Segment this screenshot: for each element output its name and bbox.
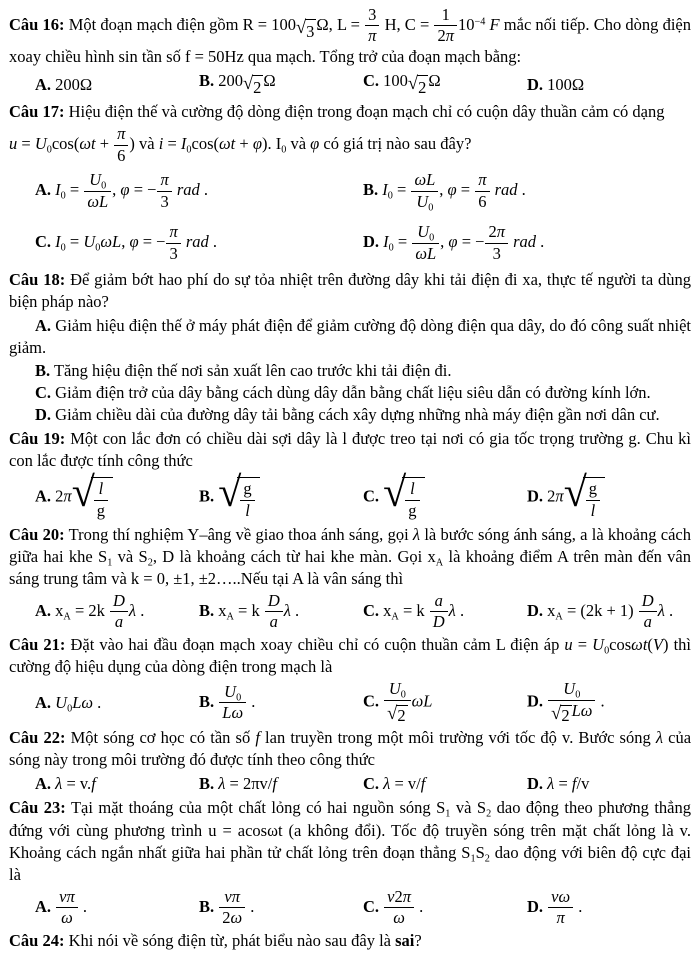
- math-variable: ω: [393, 908, 405, 928]
- question-statement: Câu 24: Khi nói về sóng điện từ, phát biểu nào sau đây là sai?: [9, 930, 422, 950]
- answer-option-c: C. λ = v/f: [363, 774, 426, 794]
- question-label: Câu 17:: [9, 102, 65, 122]
- answer-letter: C.: [363, 691, 380, 711]
- math-variable: λ: [128, 600, 137, 620]
- answer-letter: B.: [199, 774, 215, 794]
- question-16: [9, 6, 691, 99]
- math-fraction: [547, 888, 574, 928]
- answer-options: [9, 680, 691, 725]
- math-sqrt: [71, 470, 113, 522]
- math-fraction: [410, 170, 439, 214]
- question-19: [9, 428, 691, 522]
- math-sqrt: √ 2: [387, 702, 406, 725]
- answer-letter: C.: [363, 71, 380, 91]
- radical-icon: √: [218, 470, 242, 517]
- answer-letter: B.: [363, 179, 379, 199]
- question-formula-line: $u = U_0\cos(\omega t$ + $\frac{\pi}{6}$ ) và $i = I_0\cos(\omega t + \varphi)$. $I_0$ và φ có giá trị nào sau đây?: [9, 124, 472, 165]
- math-variable: λ: [657, 600, 665, 620]
- math-subscripted: $U_0$: [388, 679, 406, 701]
- math-variable: λ: [412, 524, 421, 544]
- answer-letter: D.: [527, 774, 544, 794]
- math-variable: π: [555, 486, 564, 506]
- math-variable: f: [91, 774, 96, 794]
- question-statement: Câu 16: Một đoạn mạch điện gồm R = 100 √ 3 Ω, L = $\frac{3}{\pi}$ H, C = $\frac{1}{2\pi}$ $10^{-4}$ F mắc nối tiếp. Cho dòng điện xoay chiều hình sin tần số f = 50Hz qua mạch. Tổng trở của đoạn mạch bằng:: [9, 5, 691, 66]
- answer-letter: A.: [35, 179, 52, 199]
- math-subscripted: $U_0$: [563, 679, 581, 701]
- math-subscripted: $I_0$: [55, 231, 66, 254]
- math-variable: λ: [383, 774, 391, 794]
- math-variable: ωL: [411, 691, 433, 711]
- question-23: [9, 797, 691, 927]
- math-variable: vω: [551, 886, 571, 906]
- answer-option-c: C. Giảm điện trở của dây bằng cách dùng dây dẫn bằng chất liệu siêu dẫn có đường kính lớn.: [35, 382, 651, 402]
- math-variable: a: [643, 612, 652, 632]
- math-variable: λ: [218, 774, 226, 794]
- answer-letter: D.: [527, 600, 544, 620]
- answer-option-c: [363, 680, 527, 725]
- math-subscripted: $S_1$: [98, 546, 113, 569]
- math-variable: D: [113, 590, 125, 610]
- math-fraction: $\frac{\pi}{6}$: [474, 171, 490, 211]
- math-variable: ω: [230, 908, 243, 928]
- radical-icon: √: [71, 470, 95, 517]
- math-variable: π: [160, 170, 169, 190]
- question-label: Câu 19:: [9, 428, 66, 448]
- math-fraction: [383, 680, 411, 725]
- answer-options: [9, 888, 691, 928]
- math-variable: D: [432, 612, 445, 632]
- math-variable: l: [98, 479, 104, 499]
- math-variable: f: [255, 728, 260, 748]
- question-statement: Câu 23: Tại mặt thoáng của một chất lỏng có hai nguồn sóng $S_1$ và $S_2$ dao động theo phương thẳng đứng với cùng phương trình u = acosωt (a không đổi). Tốc độ truyền sóng trên mặt chất lỏng là v. Khoảng cách ngắn nhất giữa hai phần tử chất lỏng trên đoạn thẳng $S_1S_2$ dao động với biên độ cực đại là: [9, 798, 692, 884]
- math-subscripted: $U_0$: [592, 634, 610, 657]
- math-variable: ωt: [79, 134, 96, 154]
- answer-letter: D.: [527, 486, 544, 506]
- answer-letter: D.: [527, 896, 544, 916]
- math-fraction: $\frac{\pi}{3}$: [156, 171, 172, 211]
- math-variable: l: [590, 500, 596, 520]
- answer-options: [9, 315, 691, 426]
- math-variable: l: [410, 479, 415, 499]
- radical-icon: √: [243, 73, 254, 94]
- answer-option-c: C. 100 √ 2 Ω: [363, 70, 527, 99]
- answer-option-a: A. $x_A = 2k$ $\frac{D}{a}$ λ .: [35, 590, 145, 632]
- answer-letter: B.: [199, 486, 215, 506]
- math-subscripted: $I_0$: [55, 179, 66, 202]
- math-variable: φ: [129, 231, 139, 251]
- answer-options: [9, 171, 691, 263]
- answer-option-d: D. $x_A = (2k + 1)$ $\frac{D}{a}$ λ .: [527, 590, 674, 632]
- math-variable: λ: [55, 774, 63, 794]
- answer-option-d: D. 100Ω: [527, 74, 585, 94]
- question-statement: Câu 17: Hiệu điện thế và cường độ dòng điện trong đoạn mạch chỉ có cuộn dây thuần cảm có dạng: [9, 102, 665, 122]
- radical-icon: √: [407, 73, 419, 94]
- math-subscripted: $U_0$: [83, 231, 101, 254]
- math-sqrt: √ 2: [551, 702, 570, 725]
- question-20: [9, 524, 691, 632]
- question-label: Câu 21:: [9, 634, 66, 654]
- math-fraction: $\frac{2\pi}{3}$: [484, 223, 509, 263]
- radical-icon: √: [387, 702, 398, 723]
- answer-letter: A.: [35, 486, 52, 506]
- math-variable: π: [556, 908, 565, 928]
- answer-letter: C.: [363, 486, 380, 506]
- math-variable: φ: [120, 179, 130, 199]
- question-label: Câu 16:: [9, 14, 65, 34]
- radical-icon: √: [563, 470, 587, 517]
- math-variable: Lω: [72, 692, 94, 712]
- answer-letter: C.: [35, 382, 52, 402]
- math-fraction: [429, 592, 449, 632]
- math-subscripted: $x_A$: [383, 600, 399, 623]
- question-statement: Câu 20: Trong thí nghiệm Y–âng về giao thoa ánh sáng, gọi λ là bước sóng ánh sáng, a là khoảng cách giữa hai khe $S_1$ và $S_2$, D là khoảng cách từ hai khe màn. Gọi $x_A$ là khoảng điểm A trên màn đến vân sáng trung tâm và k = 0, ±1, ±2…..Nếu tại A là vân sáng thì: [9, 524, 691, 588]
- math-subscripted: $x_A$: [218, 600, 234, 623]
- math-fraction: [218, 683, 247, 723]
- answer-letter: A.: [35, 316, 52, 336]
- math-variable: i: [158, 134, 164, 154]
- answer-letter: B.: [199, 896, 215, 916]
- math-variable: D: [267, 590, 280, 610]
- math-variable: λ: [283, 600, 291, 620]
- math-subscripted: $x_A$: [547, 600, 563, 623]
- math-subscripted: $U_0$: [416, 191, 434, 214]
- answer-option-d: D. $I_0$ = $\frac{U_0}{\omega L}$ , φ = − $\frac{2\pi}{3}$ rad .: [363, 222, 545, 263]
- math-variable: ωL: [100, 231, 122, 251]
- answer-options: [9, 773, 691, 795]
- math-variable: rad: [181, 231, 209, 251]
- math-variable: ω: [61, 908, 73, 928]
- math-variable: π: [402, 886, 412, 906]
- math-variable: f: [272, 774, 277, 794]
- math-fraction: [264, 592, 284, 632]
- answer-option-b: B. $x_A = k$ $\frac{D}{a}$ λ .: [199, 590, 300, 632]
- answer-option-a: A. λ = v.f: [35, 774, 96, 794]
- radical-icon: √: [551, 702, 562, 723]
- answer-options: [9, 470, 691, 522]
- math-sqrt: [563, 470, 605, 522]
- math-fraction: $\frac{v2\pi}{\omega}$: [383, 888, 415, 928]
- question-17: [9, 101, 691, 263]
- math-variable: a: [434, 590, 443, 610]
- math-variable: π: [117, 124, 126, 144]
- math-sqrt: √ 3: [296, 18, 316, 43]
- math-subscripted: $S_2$: [475, 842, 490, 865]
- math-variable: l: [245, 500, 250, 520]
- math-fraction: [109, 592, 129, 632]
- math-variable: rad: [490, 179, 518, 199]
- answer-option-c: [363, 470, 527, 522]
- math-variable: ωL: [414, 170, 436, 190]
- math-subscripted: $x_A$: [55, 600, 71, 623]
- math-variable: D: [641, 590, 654, 610]
- math-variable: rad: [172, 179, 200, 199]
- math-fraction: $\frac{\pi}{6}$: [113, 125, 129, 165]
- question-label: Câu 20:: [9, 524, 65, 544]
- math-variable: ωL: [415, 243, 437, 263]
- math-variable: a: [269, 612, 278, 632]
- math-variable: π: [169, 222, 178, 242]
- answer-option-b: B. λ = 2πv/f: [199, 774, 277, 794]
- math-variable: ωt: [219, 134, 236, 154]
- question-statement: Câu 21: Đặt vào hai đầu đoạn mạch xoay chiều chỉ có cuộn thuần cảm L điện áp $u = U_0\cos\omega t(V)$ thì cường độ hiệu dụng của dòng điện trong mạch là: [9, 634, 691, 677]
- math-subscripted: $U_0$: [224, 681, 242, 704]
- math-variable: v: [387, 886, 395, 906]
- math-fraction: [83, 171, 112, 211]
- math-variable: φ: [310, 134, 320, 154]
- math-variable: u: [564, 634, 573, 654]
- answer-letter: B.: [35, 360, 51, 380]
- math-variable: φ: [252, 134, 262, 154]
- math-sqrt: [218, 470, 259, 522]
- math-fraction: $\frac{g}{l}$: [585, 480, 601, 520]
- answer-letter: C.: [363, 896, 380, 916]
- math-fraction: $\frac{3}{\pi}$: [364, 6, 380, 46]
- answer-option-b: B. $I_0$ = $\frac{\omega L}{U_0}$ , φ = $\frac{\pi}{6}$ rad .: [363, 170, 526, 214]
- answer-letter: C.: [363, 774, 380, 794]
- answer-letter: B.: [199, 600, 215, 620]
- question-label: Câu 23:: [9, 798, 66, 818]
- answer-option-d: D. $\frac{v\omega}{\pi}$ .: [527, 886, 583, 928]
- math-subscripted: $I_0$: [180, 134, 192, 156]
- answer-option-d: D. 2π √ $\frac{g}{l}$: [527, 474, 691, 522]
- answer-option-c: C. $\frac{v2\pi}{\omega}$ .: [363, 886, 424, 928]
- math-sqrt: √ 2: [408, 74, 428, 99]
- math-subscripted: $x_A$: [427, 546, 444, 569]
- math-subscripted: $S_2$: [476, 798, 492, 820]
- math-variable: π: [445, 26, 454, 46]
- answer-letter: C.: [35, 231, 52, 251]
- answer-letter: B.: [199, 691, 215, 711]
- math-variable: λ: [547, 774, 555, 794]
- math-variable: vπ: [224, 886, 241, 906]
- answer-option-b: B. Tăng hiệu điện thế nơi sản xuất lên cao trước khi tải điện đi.: [35, 360, 452, 380]
- math-subscripted: $U_0$: [55, 692, 73, 715]
- math-variable: vπ: [59, 886, 75, 906]
- math-variable: ωt: [631, 634, 648, 654]
- radical-icon: √: [296, 16, 307, 37]
- answer-option-a: A. 200Ω: [35, 74, 93, 94]
- answer-options: [9, 70, 691, 99]
- answer-option-a: A. $I_0$ = $\frac{U_0}{\omega L}$ , φ = − $\frac{\pi}{3}$ rad .: [35, 170, 209, 211]
- math-subscripted: $I_0$: [275, 134, 287, 156]
- math-variable: a: [114, 612, 124, 632]
- answer-letter: A.: [35, 692, 52, 712]
- math-variable: λ: [655, 728, 663, 748]
- math-variable: π: [63, 486, 72, 506]
- math-variable: Lω: [571, 700, 593, 720]
- answer-option-b: [199, 470, 363, 522]
- math-variable: φ: [448, 231, 458, 251]
- answer-letter: A.: [35, 774, 52, 794]
- math-variable: f: [571, 774, 577, 794]
- question-statement: Câu 18: Để giảm bớt hao phí do sự tỏa nhiệt trên đường dây khi tải điện đi xa, thực tế người ta dùng biện pháp nào?: [9, 270, 692, 312]
- math-variable: π: [496, 222, 505, 242]
- math-variable: f: [420, 774, 426, 794]
- question-22: [9, 727, 691, 795]
- answer-letter: C.: [363, 600, 380, 620]
- answer-letter: D.: [527, 74, 544, 94]
- math-fraction: $\frac{l}{g}$: [404, 480, 420, 520]
- answer-option-b: B. $\frac{U_0}{L\omega}$ .: [199, 681, 256, 723]
- answer-option-b: B. 200 √ 2 Ω: [199, 70, 363, 99]
- math-fraction: [547, 680, 596, 725]
- math-subscripted: $S_1$: [436, 798, 451, 820]
- math-fraction: [638, 592, 658, 632]
- question-21: [9, 634, 691, 725]
- math-subscripted: $I_0$: [382, 179, 393, 202]
- question-24: [9, 930, 691, 952]
- math-variable: rad: [508, 231, 537, 251]
- answer-option-a: A. 2π √ $\frac{l}{g}$: [35, 474, 199, 522]
- math-subscripted: $I_0$: [383, 231, 394, 254]
- math-subscripted: $U_0$: [89, 170, 107, 192]
- answer-option-a: A. $\frac{v\pi}{\omega}$ .: [35, 886, 88, 928]
- math-sqrt: [383, 470, 424, 522]
- math-variable: F: [485, 14, 500, 34]
- radical-icon: √: [383, 470, 407, 517]
- math-fraction: $\frac{1}{2\pi}$: [433, 6, 458, 46]
- question-label: Câu 22:: [9, 728, 66, 748]
- math-variable: φ: [447, 179, 457, 199]
- answer-option-d: D. $U_0$ √ 2 Lω .: [527, 679, 605, 725]
- math-subscripted: $S_2$: [138, 546, 153, 569]
- math-fraction: $\frac{l}{g}$: [93, 480, 109, 520]
- math-sqrt: √ 2: [243, 74, 263, 99]
- math-subscripted: $U_0$: [34, 134, 52, 156]
- math-variable: λ: [448, 600, 456, 620]
- question-statement: Câu 22: Một sóng cơ học có tần số f lan truyền trong một môi trường với tốc độ v. Bước sóng λ của sóng này trong môi trường đó được tính theo công thức: [9, 728, 692, 770]
- question-18: [9, 269, 691, 426]
- bold-text: sai: [395, 930, 415, 950]
- answer-letter: A.: [35, 896, 52, 916]
- answer-options: [9, 592, 691, 632]
- math-variable: π: [478, 170, 487, 190]
- math-variable: V: [652, 634, 663, 654]
- math-fraction: $\frac{g}{l}$: [239, 480, 255, 520]
- math-variable: π: [368, 26, 377, 46]
- math-power: $10^{-4}$: [457, 14, 486, 34]
- answer-option-d: D. λ = f/v: [527, 774, 590, 794]
- math-fraction: [55, 888, 79, 928]
- math-variable: ωL: [87, 191, 109, 211]
- math-variable: u: [9, 134, 18, 154]
- question-label: Câu 18:: [9, 270, 66, 290]
- answer-letter: A.: [35, 600, 52, 620]
- answer-option-a: A. Giảm hiệu điện thế ở máy phát điện để giảm cường độ dòng điện qua dây, do đó công suất nhiệt giảm.: [9, 316, 692, 358]
- answer-option-c: C. $x_A = k$ $\frac{a}{D}$ λ .: [363, 590, 465, 632]
- answer-option-c: C. $I_0 = U_0\omega L$, φ = − $\frac{\pi}{3}$ rad .: [35, 222, 218, 263]
- question-label: Câu 24:: [9, 930, 65, 950]
- math-subscripted: $S_1$: [461, 842, 476, 865]
- answer-letter: D.: [363, 231, 380, 251]
- math-subscripted: $U_0$: [417, 222, 435, 244]
- answer-option-d: D. Giảm chiều dài của đường dây tải bằng cách xây dựng những nhà máy điện gần nơi dân cư.: [35, 404, 660, 424]
- math-fraction: [411, 223, 440, 263]
- answer-letter: D.: [35, 404, 52, 424]
- question-statement: Câu 19: Một con lắc đơn có chiều dài sợi dây là l được treo tại nơi có gia tốc trọng trường g. Chu kì con lắc được tính công thức: [9, 428, 692, 470]
- answer-option-a: A. $U_0L\omega$ .: [35, 692, 102, 715]
- answer-letter: B.: [199, 71, 215, 91]
- math-variable: Lω: [222, 703, 244, 723]
- answer-option-b: B. $\frac{v\pi}{2\omega}$ .: [199, 886, 255, 928]
- answer-letter: A.: [35, 74, 52, 94]
- math-fraction: $\frac{v\pi}{2\omega}$: [218, 888, 246, 928]
- answer-letter: D.: [527, 691, 544, 711]
- math-fraction: $\frac{\pi}{3}$: [165, 223, 181, 263]
